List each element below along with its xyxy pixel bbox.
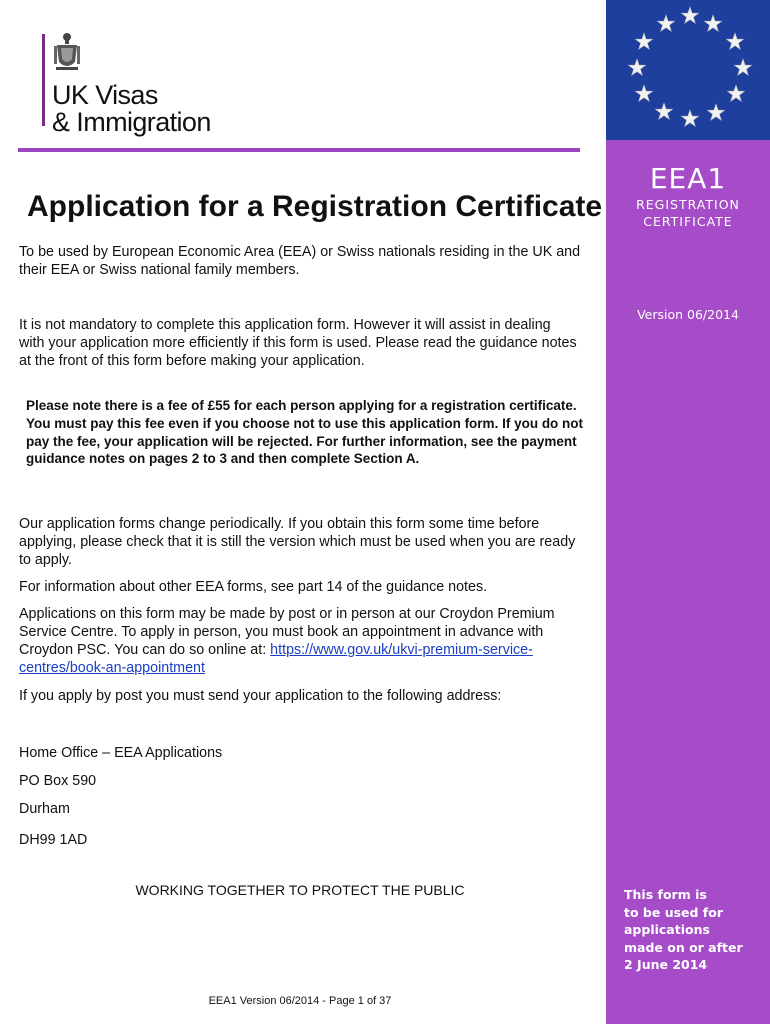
header-divider (18, 148, 580, 152)
eu-flag (606, 0, 770, 140)
apply-text: Applications on this form may be made by post or in person at our Croydon Premium Service Centre. To apply in person, you must book an appointment in advance with Croydon PSC. You can do so online at: (19, 606, 555, 658)
usage-note-line3: applications (624, 922, 710, 937)
usage-note-line2: to be used for (624, 904, 723, 920)
ukvi-logo (42, 32, 222, 137)
address-line-4: DH99 1AD (19, 832, 88, 848)
address-line-1: Home Office – EEA Applications (19, 745, 223, 761)
forms-change-paragraph: Our application forms change periodically. If you obtain this form some time before applying, please check that it is still the version which must be used when you are ready to apply. (19, 516, 576, 568)
usage-note-line4: made on or after (624, 939, 743, 955)
logo-bar (42, 34, 45, 126)
logo-text-line2: & Immigration (52, 107, 211, 137)
royal-crest-icon (52, 32, 82, 72)
appointment-link[interactable]: https://www.gov.uk/ukvi-premium-service-centres/book-an-appointment (19, 642, 533, 676)
usage-note (624, 886, 764, 974)
motto (0, 882, 600, 898)
page-footer: EEA1 Version 06/2014 - Page 1 of 37 (208, 995, 392, 1007)
post-paragraph: If you apply by post you must send your application to the following address: (19, 688, 502, 704)
page-title: Application for a Registration Certificate (27, 190, 603, 223)
sidebar (606, 0, 770, 1024)
fee-note: Please note there is a fee of £55 for each person applying for a registration certificate. You must pay this fee even if you choose not to use this application form. If you do not pay the fee, your application will be rejected. For further information, see the payment guidance notes on pages 2 to 3 and then complete Section A. (26, 398, 584, 467)
other-forms-paragraph: For information about other EEA forms, see part 14 of the guidance notes. (19, 579, 488, 595)
motto-text: WORKING TOGETHER TO PROTECT THE PUBLIC (135, 882, 465, 898)
form-version: Version 06/2014 (637, 307, 739, 322)
apply-paragraph (19, 605, 584, 677)
address-line-2: PO Box 590 (19, 773, 97, 789)
address-line-3: Durham (19, 801, 70, 817)
usage-note-line5: 2 June 2014 (624, 957, 708, 972)
intro-paragraph: To be used by European Economic Area (EEA) or Swiss nationals residing in the UK and their EEA or Swiss national family members. (19, 244, 581, 278)
logo-text-line1: UK Visas (52, 80, 158, 110)
form-subtitle-line1: REGISTRATION (636, 197, 740, 212)
usage-note-line1: This form is (624, 887, 707, 902)
form-subtitle (606, 196, 770, 230)
eu-stars-icon (606, 0, 770, 140)
mandatory-paragraph: It is not mandatory to complete this application form. However it will assist in dealing with your application more efficiently if this form is used. Please read the guidance notes at the front of this form before making your application. (19, 317, 577, 369)
form-code: EEA1 (649, 162, 727, 195)
form-subtitle-line2: CERTIFICATE (643, 214, 733, 229)
